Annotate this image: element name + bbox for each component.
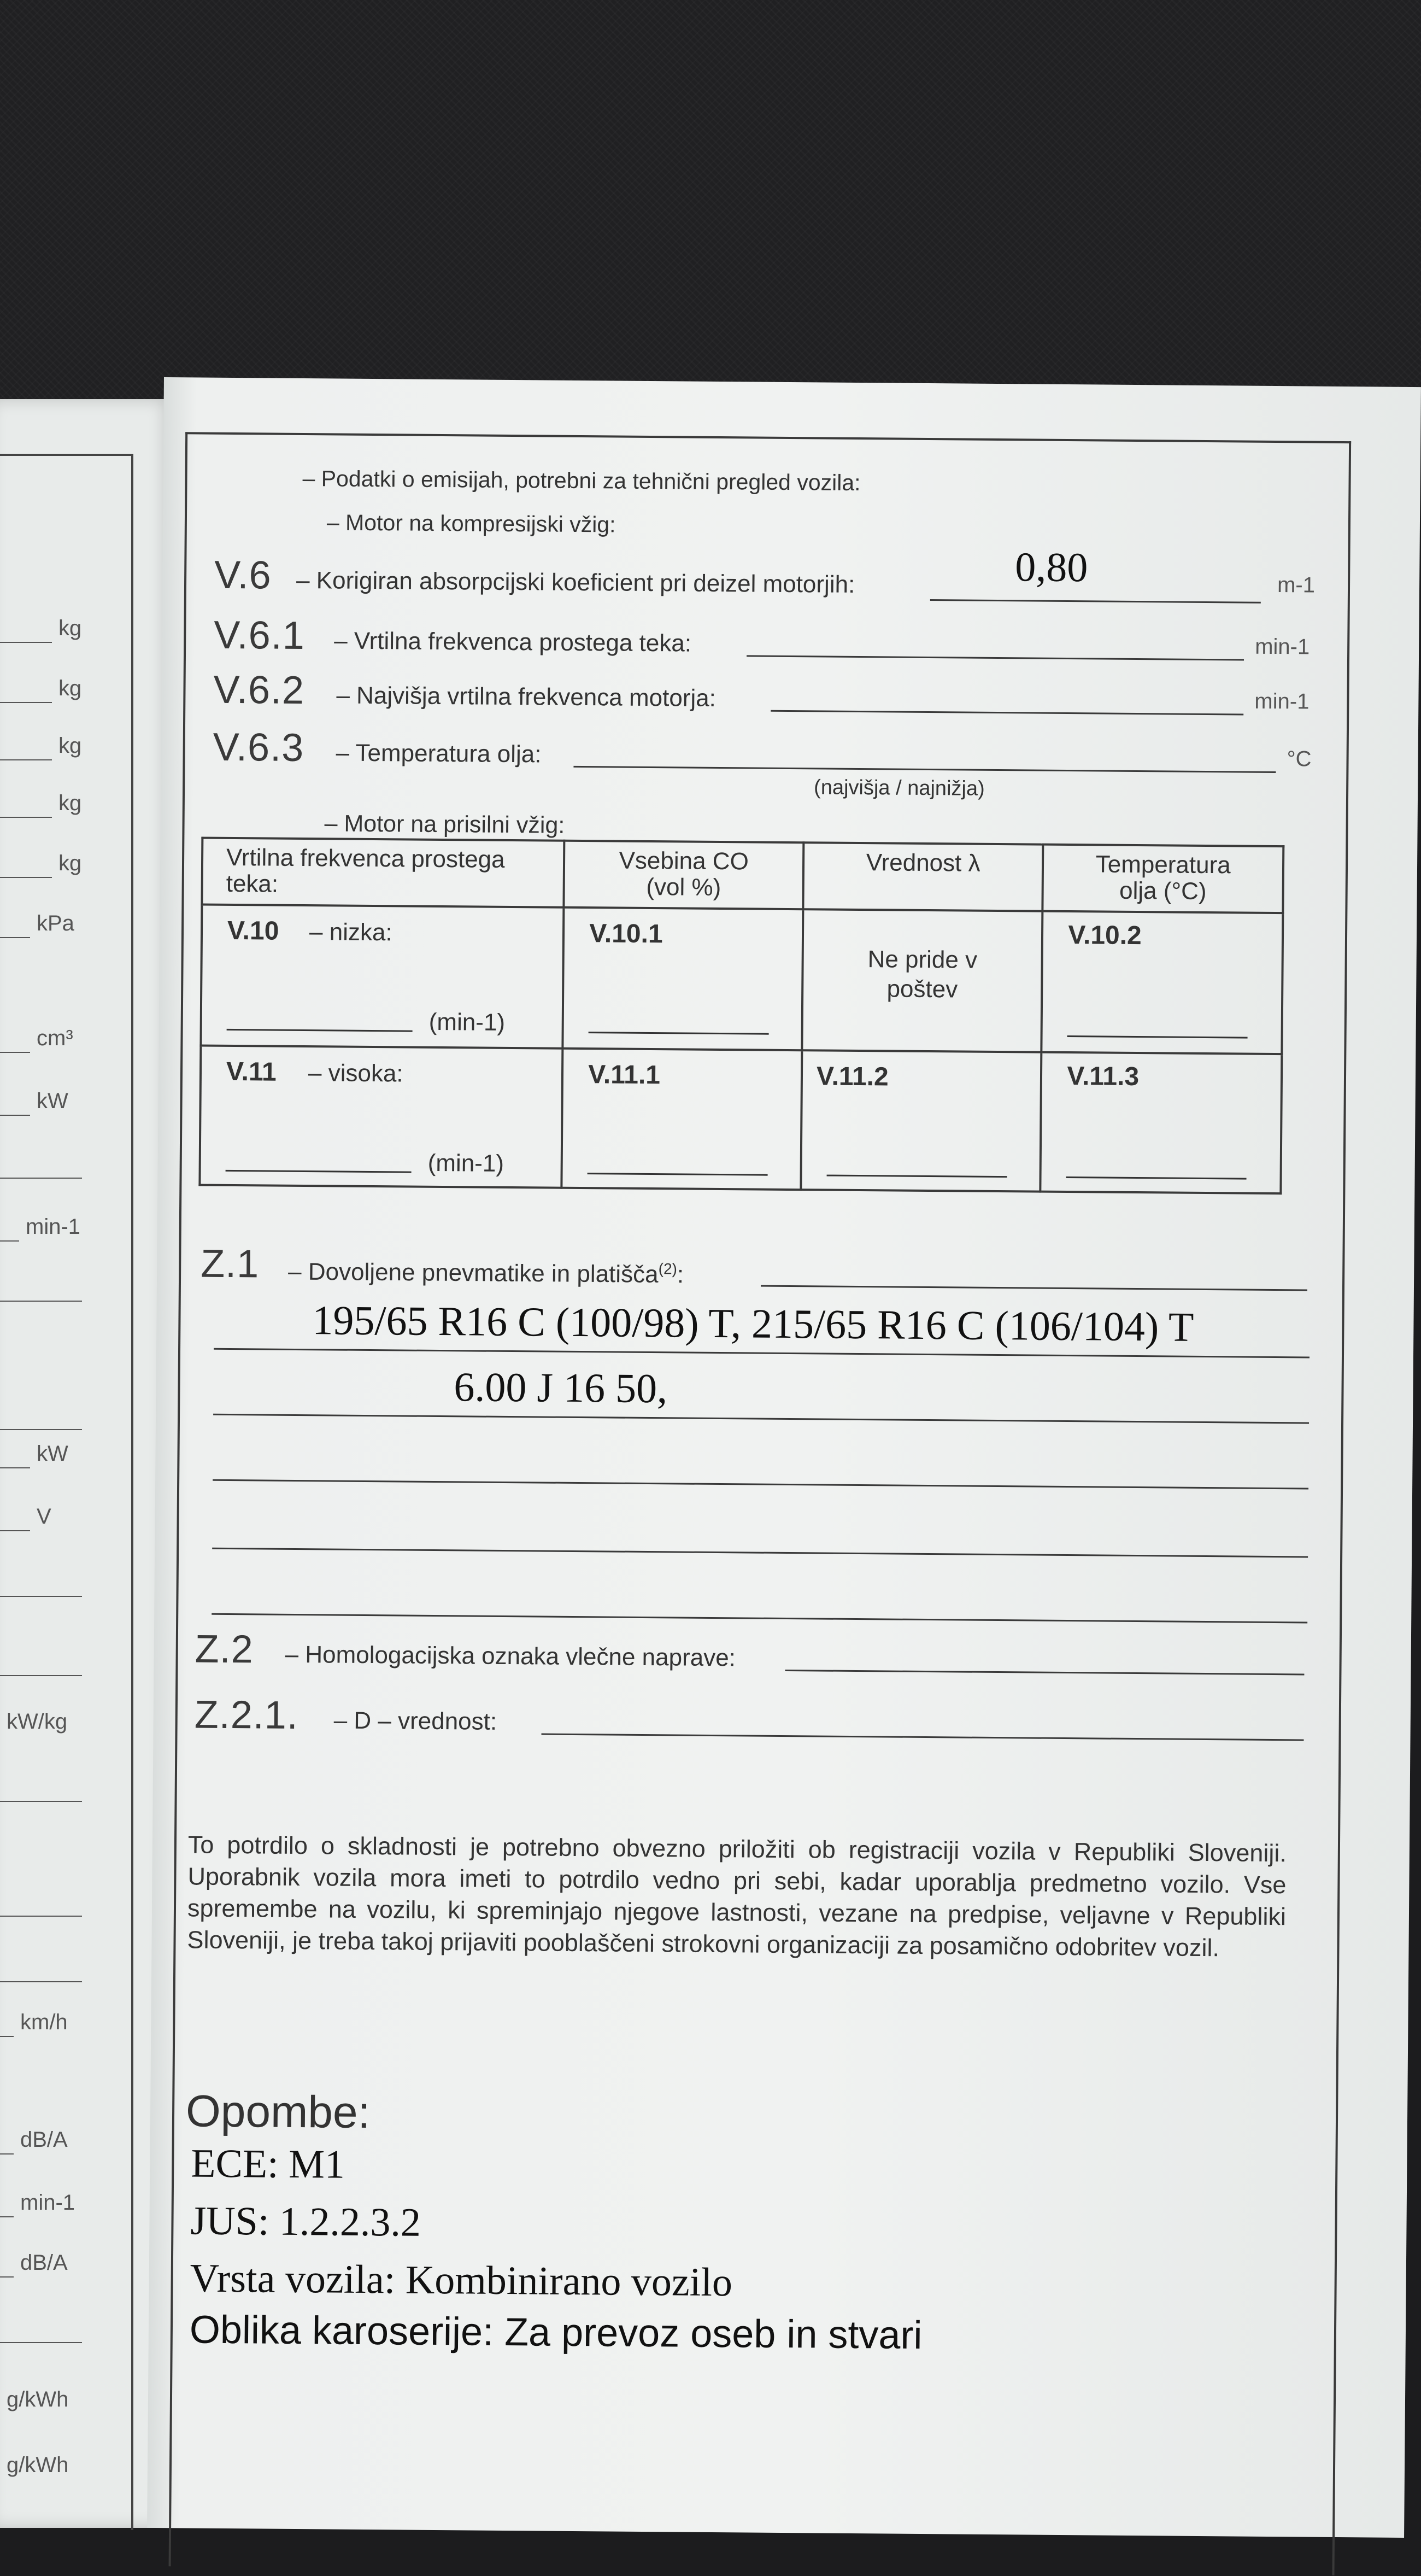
table-row1-lambda xyxy=(802,909,1042,1052)
left-unit-row xyxy=(0,1711,126,1744)
v113-code: V.11.3 xyxy=(1067,1062,1140,1092)
v113-line xyxy=(1066,1176,1247,1180)
left-unit-label: kg xyxy=(58,676,82,700)
left-unit-label: g/kWh xyxy=(7,2387,69,2411)
left-unit-label: kg xyxy=(58,851,82,875)
v62-code: V.6.2 xyxy=(213,668,305,713)
left-unit-row xyxy=(0,1572,126,1605)
v10-code: V.10 xyxy=(227,916,279,946)
left-unit-row xyxy=(0,1277,126,1309)
left-unit-row xyxy=(0,2252,126,2285)
v63-code: V.6.3 xyxy=(213,725,304,770)
v111-line xyxy=(588,1173,768,1176)
left-unit-row xyxy=(0,1443,126,1476)
left-unit-row xyxy=(0,1091,126,1123)
left-unit-line xyxy=(0,1178,82,1179)
v102-line xyxy=(1067,1035,1248,1039)
left-unit-line xyxy=(0,642,52,643)
document-page xyxy=(147,377,1421,2538)
v6-code: V.6 xyxy=(214,553,272,598)
left-unit-line xyxy=(0,1981,82,1982)
left-unit-label: kW xyxy=(37,1089,68,1113)
v11-code: V.11 xyxy=(226,1057,277,1087)
left-unit-row xyxy=(0,2455,126,2487)
left-unit-row xyxy=(0,1892,126,1924)
left-unit-row xyxy=(0,1957,126,1990)
table-row1-oil xyxy=(1042,911,1283,1054)
left-unit-line xyxy=(0,1301,82,1302)
v6-unit: m-1 xyxy=(1277,573,1316,598)
left-unit-label: kPa xyxy=(37,911,74,935)
left-unit-line xyxy=(0,877,52,878)
left-unit-label: kW xyxy=(37,1442,68,1466)
left-unit-line xyxy=(0,2276,14,2278)
left-unit-label: dB/A xyxy=(20,2128,68,2152)
z1-footnote: (2) xyxy=(658,1260,678,1278)
left-unit-row xyxy=(0,853,126,886)
opombe-ece: ECE: M1 xyxy=(191,2141,345,2187)
left-unit-row xyxy=(0,913,126,946)
left-unit-label: min-1 xyxy=(20,2191,75,2215)
table-header-lambda-text: Vrednost λ xyxy=(866,849,980,877)
v10-label: – nizka: xyxy=(309,918,392,946)
left-unit-row xyxy=(0,1216,126,1249)
table-row2-rpm xyxy=(199,1046,562,1188)
left-unit-row xyxy=(0,1651,126,1684)
left-unit-line xyxy=(0,2153,14,2155)
left-unit-label: cm³ xyxy=(37,1026,73,1050)
left-unit-label: kg xyxy=(58,791,82,815)
table-row1-rpm xyxy=(201,905,563,1049)
z1-tyres: 195/65 R16 C (100/98) T, 215/65 R16 C (106/104) T xyxy=(312,1297,1194,1350)
lambda-not-applicable: Ne pride v poštev xyxy=(867,946,978,1003)
left-unit-line xyxy=(0,1916,82,1917)
left-unit-line xyxy=(0,937,30,938)
z1-rims: 6.00 J 16 50, xyxy=(454,1364,668,1412)
left-unit-line xyxy=(0,702,52,703)
left-unit-line xyxy=(0,2036,14,2037)
left-unit-line xyxy=(0,817,52,818)
table-header-rpm-text: Vrtilna frekvenca prostega teka: xyxy=(226,844,505,898)
opombe-oblika: Oblika karoserije: Za prevoz oseb in stvari xyxy=(189,2308,923,2358)
fabric-background xyxy=(0,0,1421,415)
v10-unit: (min-1) xyxy=(428,1008,506,1036)
left-unit-row xyxy=(0,2129,126,2162)
emissions-table xyxy=(198,837,1284,1195)
table-row2-lambda xyxy=(801,1050,1041,1191)
left-unit-row xyxy=(0,1028,126,1061)
left-unit-label: V xyxy=(37,1504,51,1529)
left-unit-line xyxy=(0,1801,82,1802)
left-unit-row xyxy=(0,735,126,768)
left-unit-line xyxy=(0,1052,30,1053)
z21-label: – D – vrednost: xyxy=(333,1707,497,1735)
v63-note: (najvišja / najnižja) xyxy=(813,776,985,800)
z2-label: – Homologacijska oznaka vlečne naprave: xyxy=(285,1641,736,1672)
left-unit-row xyxy=(0,618,126,651)
table-header-lambda xyxy=(803,842,1043,911)
left-unit-row xyxy=(0,1506,126,1539)
left-unit-line xyxy=(0,2216,14,2217)
left-unit-line xyxy=(0,759,52,760)
v6-label: – Korigiran absorpcijski koeficient pri deizel motorjih: xyxy=(296,566,855,598)
left-unit-row xyxy=(0,2192,126,2225)
left-unit-label: km/h xyxy=(20,2010,68,2034)
left-unit-row xyxy=(0,678,126,711)
table-header-oil-temp-text: Temperatura olja (°C) xyxy=(1095,851,1231,905)
v111-code: V.11.1 xyxy=(588,1060,661,1090)
table-header-co-text: Vsebina CO (vol %) xyxy=(619,847,749,901)
v61-label: – Vrtilna frekvenca prostega teka: xyxy=(334,627,692,657)
v101-line xyxy=(589,1032,769,1035)
left-unit-line xyxy=(0,1240,19,1242)
compression-heading: – Motor na kompresijski vžig: xyxy=(326,510,616,537)
left-unit-line xyxy=(0,1115,30,1116)
z2-code: Z.2 xyxy=(195,1627,254,1672)
left-unit-line xyxy=(0,1596,82,1597)
z1-label xyxy=(288,1257,684,1289)
table-header-rpm xyxy=(202,838,564,908)
v62-unit: min-1 xyxy=(1254,689,1310,714)
v11-label: – visoka: xyxy=(308,1059,403,1087)
left-unit-label: kg xyxy=(58,616,82,640)
v61-unit: min-1 xyxy=(1255,634,1310,659)
spark-heading: – Motor na prisilni vžig: xyxy=(324,810,565,839)
left-unit-row xyxy=(0,2389,126,2422)
left-unit-label: kW/kg xyxy=(7,1709,68,1734)
z21-code: Z.2.1. xyxy=(194,1693,299,1738)
v10-line xyxy=(227,1029,413,1032)
opombe-vrsta: Vrsta vozila: Kombinirano vozilo xyxy=(190,2256,733,2305)
v62-label: – Najvišja vrtilna frekvenca motorja: xyxy=(336,682,717,712)
v61-code: V.6.1 xyxy=(213,613,306,658)
registration-notice: To potrdilo o skladnosti je potrebno obvezno priložiti ob registraciji vozila v Republiki Sloveniji. Uporabnik vozila mora imeti to potrdilo vedno pri sebi, kadar uporablja predmetno vozilo. Vse spremembe na vozilu, ki spreminjajo njegove lastnosti, vezane na predpise, veljavne v Republiki Sloveniji, je treba takoj prijaviti pooblaščeni strokovni organizaciji za posamično odobritev vozil. xyxy=(187,1830,1287,1962)
v101-code: V.10.1 xyxy=(589,919,663,949)
table-row1-co xyxy=(563,908,803,1050)
left-unit-line xyxy=(0,1675,82,1676)
left-unit-row xyxy=(0,1777,126,1810)
table-header-oil-temp xyxy=(1043,845,1284,913)
v6-value: 0,80 xyxy=(1014,544,1088,591)
left-unit-row xyxy=(0,1405,126,1438)
v112-code: V.11.2 xyxy=(816,1062,889,1092)
v63-unit: °C xyxy=(1287,747,1312,771)
opombe-jus: JUS: 1.2.2.3.2 xyxy=(190,2198,421,2245)
z1-code: Z.1 xyxy=(200,1242,260,1286)
left-unit-row xyxy=(0,2012,126,2045)
left-unit-row xyxy=(0,2318,126,2351)
opombe-title: Opombe: xyxy=(185,2086,371,2138)
v11-line xyxy=(226,1170,412,1173)
left-unit-row xyxy=(0,1154,126,1186)
v102-code: V.10.2 xyxy=(1068,921,1142,951)
left-unit-line xyxy=(0,1530,30,1531)
left-unit-line xyxy=(0,2342,82,2343)
left-unit-line xyxy=(0,1429,82,1430)
left-unit-row xyxy=(0,793,126,826)
left-unit-label: kg xyxy=(58,734,82,758)
v11-unit: (min-1) xyxy=(427,1149,504,1177)
left-unit-line xyxy=(0,1467,30,1468)
table-row2-co xyxy=(562,1049,802,1190)
z1-colon: : xyxy=(677,1261,684,1289)
left-unit-label: dB/A xyxy=(20,2251,68,2275)
v112-line xyxy=(827,1175,1007,1178)
v63-label: – Temperatura olja: xyxy=(336,739,542,768)
emissions-heading: – Podatki o emisijah, potrebni za tehnični pregled vozila: xyxy=(302,465,861,496)
z1-label-text: – Dovoljene pnevmatike in platišča xyxy=(287,1258,659,1288)
left-unit-label: g/kWh xyxy=(7,2453,69,2477)
table-row2-oil xyxy=(1041,1052,1282,1193)
table-header-co xyxy=(564,841,804,909)
left-unit-label: min-1 xyxy=(26,1215,81,1239)
